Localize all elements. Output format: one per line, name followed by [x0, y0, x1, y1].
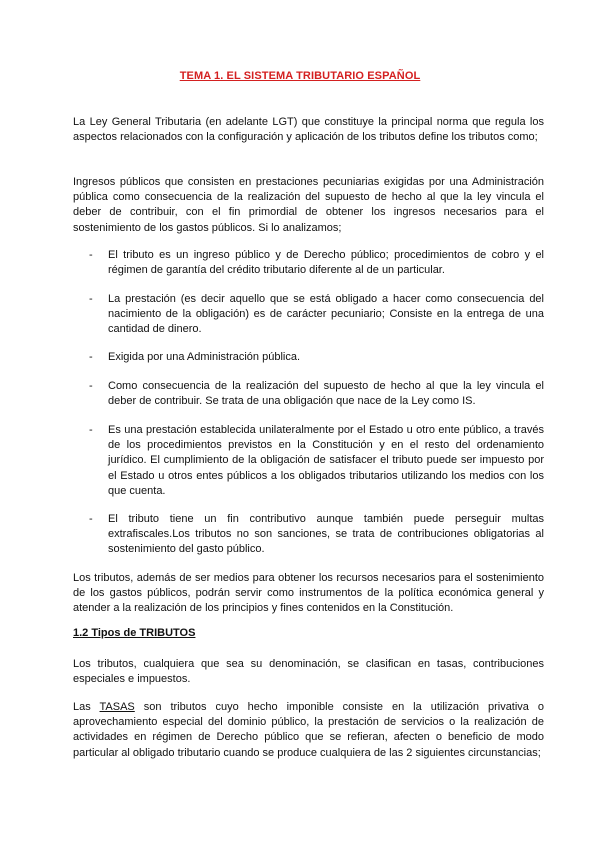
list-item-text: El tributo tiene un fin contributivo aunque también puede perseguir multas extrafiscales.Los tributos no son sanciones, se trata de contribuciones obligatorias al sostenimiento del gasto público. [108, 513, 544, 556]
tasas-term: TASAS [99, 701, 135, 713]
closing-paragraph: Los tributos, además de ser medios para obtener los recursos necesarios para el sostenimiento de los gastos públicos, podrán servir como instrumentos de la política económica general y atender a la realización de los principios y fines contenidos en la Constitución. [73, 572, 544, 615]
bullet-marker: - [89, 380, 93, 392]
bullet-marker: - [89, 513, 93, 525]
section-heading: 1.2 Tipos de TRIBUTOS [73, 627, 196, 639]
bullet-marker: - [89, 351, 93, 363]
list-item [73, 423, 544, 499]
list-item-text: El tributo es un ingreso público y de Derecho público; procedimientos de cobro y el régimen de garantía del crédito tributario diferente al de un particular. [108, 249, 544, 277]
intro-paragraph: La Ley General Tributaria (en adelante LGT) que constituye la principal norma que regula los aspectos relacionados con la configuración y aplicación de los tributos define los tributos como; [73, 116, 544, 144]
tasas-rest: son tributos cuyo hecho imponible consiste en la utilización privativa o aprovechamiento especial del dominio público, la prestación de servicios o la realización de actividades en régimen de Derecho público que se refieran, afecten o beneficio de modo particular al obligado tributario cuando se produce cualquiera de las 2 siguientes circunstancias; [73, 701, 545, 759]
list-item-text: Es una prestación establecida unilateralmente por el Estado u otro ente público, a través de los procedimientos previstos en la Constitución y en el resto del ordenamiento jurídico. El cumplimiento de la obligación de satisfacer el tributo puede ser impuesto por el Estado u otros entes públicos a los obligados tributarios utilizando los medios con los que cuenta. [108, 424, 544, 497]
bullet-marker: - [89, 249, 93, 261]
list-item [73, 248, 544, 278]
list-item [73, 350, 544, 365]
list-item-text: La prestación (es decir aquello que se está obligado a hacer como consecuencia del nacimiento de la obligación) es de carácter pecuniario; Consiste en la entrega de una cantidad de dinero. [108, 293, 544, 336]
list-item-text: Exigida por una Administración pública. [108, 351, 301, 363]
types-paragraph: Los tributos, cualquiera que sea su denominación, se clasifican en tasas, contribuciones especiales e impuestos. [73, 658, 544, 686]
tasas-prefix: Las [73, 701, 100, 713]
bullet-marker: - [89, 424, 93, 436]
document-title: TEMA 1. EL SISTEMA TRIBUTARIO ESPAÑOL [179, 70, 421, 82]
list-item [73, 512, 544, 558]
list-item [73, 379, 544, 409]
definition-paragraph: Ingresos públicos que consisten en prestaciones pecuniarias exigidas por una Administración pública como consecuencia de la realización del supuesto de hecho al que la ley vincula el deber de contribuir, con el fin primordial de obtener los ingresos necesarios para el sostenimiento de los gastos públicos. Si lo analizamos; [73, 176, 544, 234]
bullet-marker: - [89, 293, 93, 305]
tasas-paragraph [73, 700, 544, 761]
list-item-text: Como consecuencia de la realización del supuesto de hecho al que la ley vincula el deber de contribuir. Se trata de una obligación que nace de la Ley como IS. [108, 380, 544, 408]
list-item [73, 292, 544, 338]
